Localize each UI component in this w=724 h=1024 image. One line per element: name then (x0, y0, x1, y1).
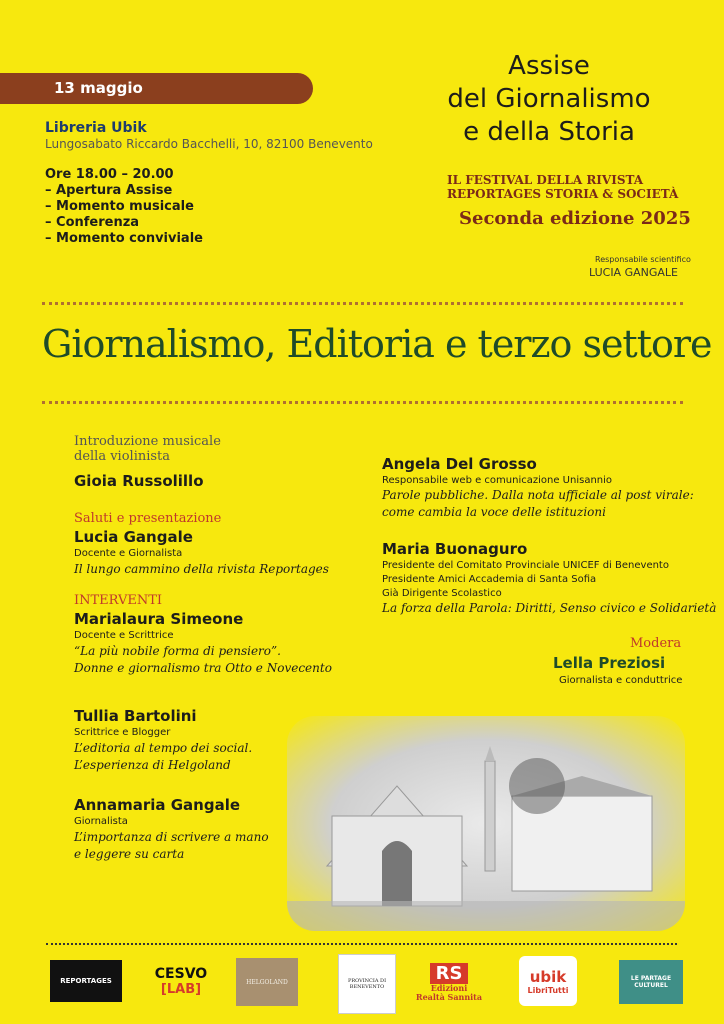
church-illustration (287, 716, 685, 931)
main-title: Giornalismo, Editoria e terzo settore (42, 322, 712, 366)
ubik-subtext: LibriTutti (527, 985, 569, 995)
talk-topic-line: come cambia la voce delle istituzioni (382, 505, 606, 519)
provincia-benevento-logo: PROVINCIA DI BENEVENTO (338, 954, 396, 1014)
footer-divider (46, 943, 677, 945)
speaker-name: Lucia Gangale (74, 528, 193, 546)
schedule-item: – Momento musicale (45, 199, 194, 214)
talk-topic-line: L’editoria al tempo dei social. (74, 741, 253, 755)
speaker-roles (382, 559, 669, 601)
partage-culturel-logo: LE PARTAGE CULTUREL (619, 960, 683, 1004)
helgoland-logo: HELGOLAND (236, 958, 298, 1006)
section-label: INTERVENTI (74, 593, 163, 608)
venue-name: Libreria Ubik (45, 120, 147, 136)
schedule-item: – Momento conviviale (45, 231, 203, 246)
title-line: Assise (508, 51, 590, 81)
event-title (430, 50, 668, 149)
speaker-name: Tullia Bartolini (74, 707, 197, 725)
festival-subtitle (447, 173, 678, 201)
moderator-role: Giornalista e conduttrice (559, 675, 683, 686)
speaker-name: Annamaria Gangale (74, 796, 241, 814)
speaker-role: Presidente del Comitato Provinciale UNICEF di Benevento (382, 560, 669, 571)
speaker-role: Giornalista (74, 816, 128, 827)
talk-topic-line: L’esperienza di Helgoland (74, 758, 231, 772)
intro-label-line: Introduzione musicale (74, 434, 221, 449)
section-label: Saluti e presentazione (74, 511, 222, 526)
cesvo-logo (148, 960, 214, 1002)
talk-topic (74, 829, 269, 863)
venue-photo (287, 716, 685, 931)
cesvo-text: CESVO (154, 965, 208, 982)
talk-topic-line: “La più nobile forma di pensiero”. (74, 644, 281, 658)
speaker-role: Già Dirigente Scolastico (382, 588, 502, 599)
edition-label: Seconda edizione 2025 (459, 208, 691, 229)
talk-topic (382, 487, 694, 521)
speaker-role: Docente e Scrittrice (74, 630, 174, 641)
scientific-lead-label: Responsabile scientifico (595, 255, 691, 264)
speaker-role: Docente e Giornalista (74, 548, 183, 559)
reportages-logo: REPORTAGES (50, 960, 122, 1002)
moderator-name: Lella Preziosi (553, 654, 666, 672)
intro-label (74, 434, 221, 464)
speaker-role: Responsabile web e comunicazione Unisannio (382, 475, 613, 486)
schedule-item: – Apertura Assise (45, 183, 173, 198)
cesvo-lab-text: [LAB] (160, 981, 202, 997)
talk-topic-line: Parole pubbliche. Dalla nota ufficiale al post virale: (382, 488, 694, 502)
schedule-time: Ore 18.00 – 20.00 (45, 167, 174, 182)
dotted-divider (42, 401, 683, 404)
rs-mark: RS (430, 963, 469, 984)
talk-topic (74, 740, 252, 774)
talk-topic-line: Donne e giornalismo tra Otto e Novecento (74, 661, 332, 675)
intro-label-line: della violinista (74, 449, 171, 464)
talk-topic: La forza della Parola: Diritti, Senso civico e Solidarietà (382, 601, 717, 615)
festival-line: REPORTAGES STORIA & SOCIETÀ (447, 187, 679, 201)
speaker-name: Marialaura Simeone (74, 610, 244, 628)
rs-realta: Realtà Sannita (415, 991, 483, 1002)
scientific-lead-name: LUCIA GANGALE (589, 266, 678, 279)
schedule-item: – Conferenza (45, 215, 140, 230)
realta-sannita-logo (414, 958, 484, 1006)
venue-address: Lungosabato Riccardo Bacchelli, 10, 82100 Benevento (45, 137, 373, 151)
festival-line: IL FESTIVAL DELLA RIVISTA (447, 173, 644, 187)
schedule-list (45, 167, 203, 247)
dotted-divider (42, 302, 683, 305)
speaker-name: Gioia Russolillo (74, 472, 204, 490)
title-line: del Giornalismo (447, 84, 651, 114)
talk-topic-line: L’importanza di scrivere a mano (74, 830, 269, 844)
moderator-label: Modera (630, 636, 682, 651)
speaker-name: Angela Del Grosso (382, 455, 537, 473)
rs-edizioni: Edizioni (430, 982, 468, 993)
talk-topic: Il lungo cammino della rivista Reportages (74, 562, 329, 576)
date-banner (0, 73, 313, 104)
speaker-role: Scrittrice e Blogger (74, 727, 171, 738)
title-line: e della Storia (463, 117, 635, 147)
event-date: 13 maggio (54, 79, 143, 97)
speaker-role: Presidente Amici Accademia di Santa Sofia (382, 574, 597, 585)
talk-topic-line: e leggere su carta (74, 847, 185, 861)
ubik-logo (519, 956, 577, 1006)
speaker-name: Maria Buonaguro (382, 540, 528, 558)
ubik-text: ubik (529, 967, 567, 986)
talk-topic (74, 643, 332, 677)
